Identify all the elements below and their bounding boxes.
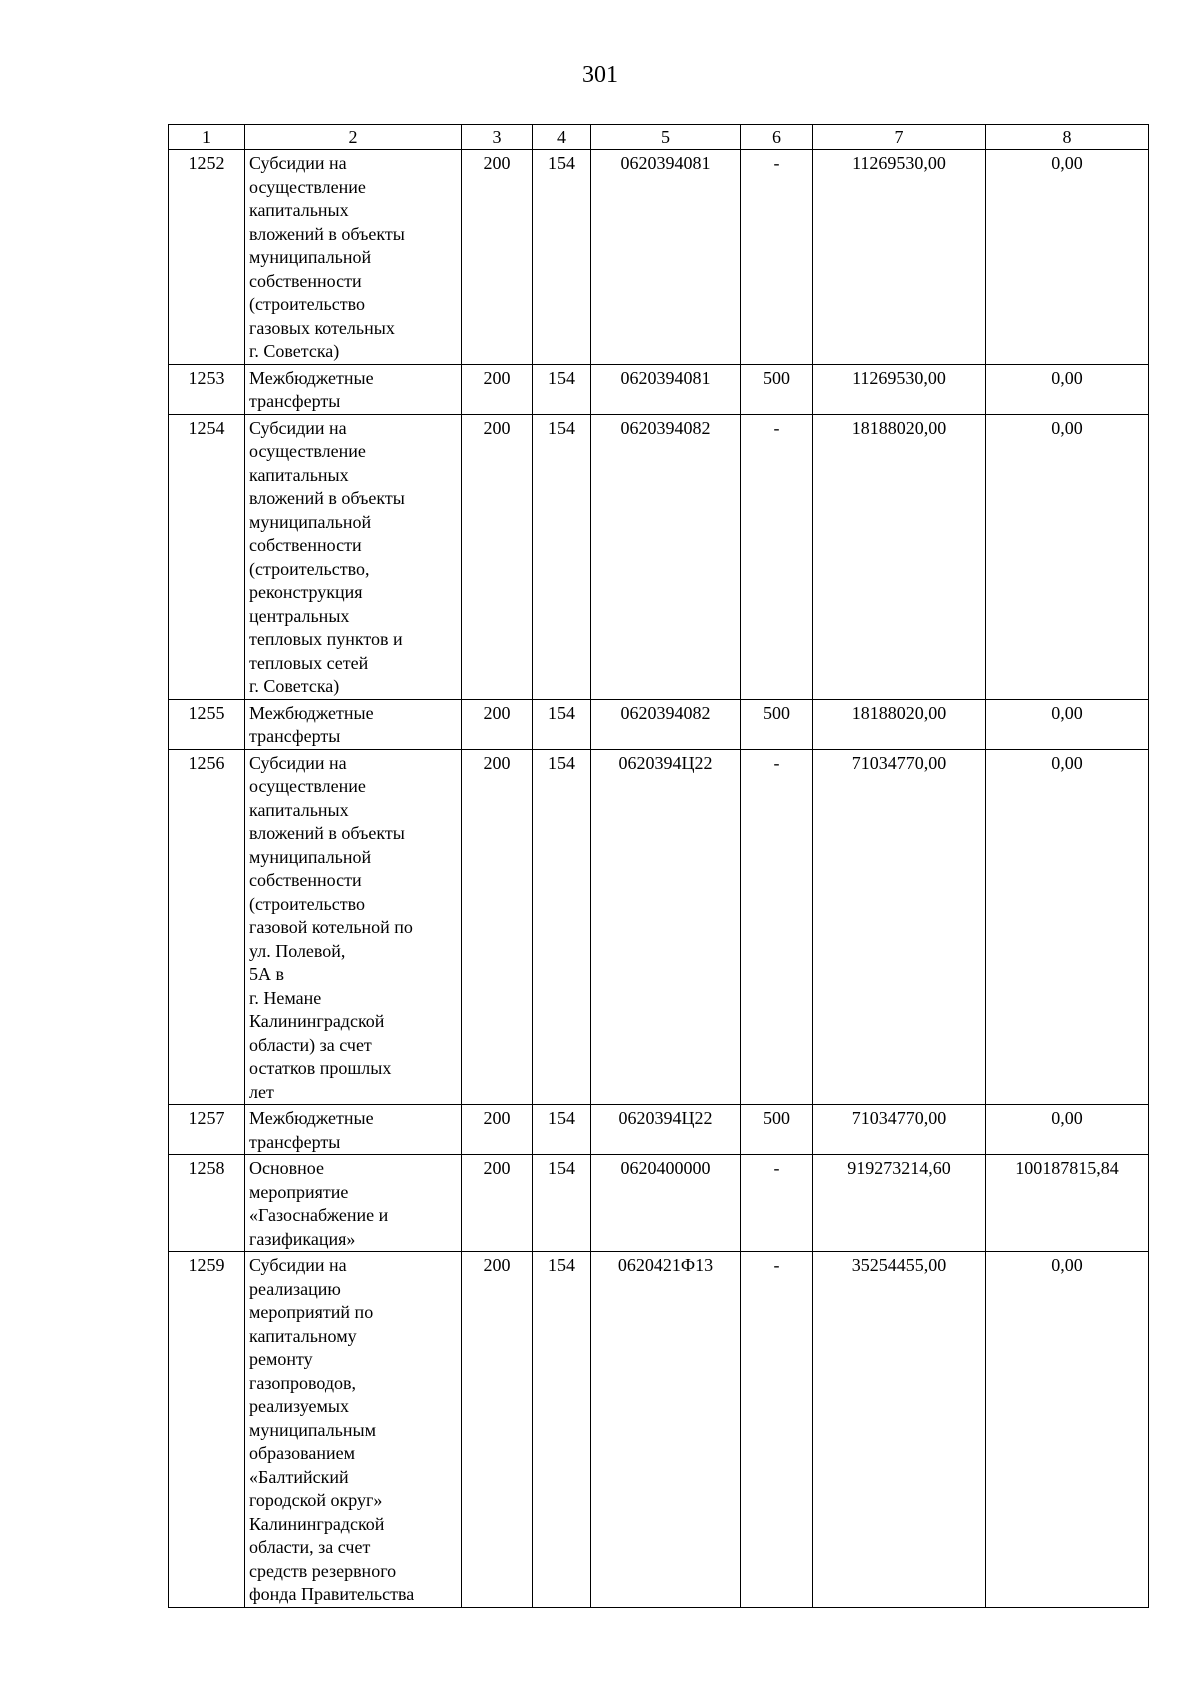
col6-cell: 500 bbox=[741, 1105, 813, 1155]
col6-cell: - bbox=[741, 1155, 813, 1252]
row-name-line: газопроводов, bbox=[249, 1372, 357, 1393]
row-name-line: капитальных bbox=[249, 464, 349, 485]
row-name-line: Калининградской bbox=[249, 1011, 385, 1031]
col6-cell: - bbox=[741, 414, 813, 699]
col8-cell: 0,00 bbox=[986, 699, 1149, 749]
row-name-line: мероприятий по bbox=[249, 1302, 374, 1322]
col4-cell: 154 bbox=[533, 749, 591, 1105]
header-cell: 6 bbox=[741, 125, 813, 150]
header-cell: 4 bbox=[533, 125, 591, 150]
row-name-line: осуществление bbox=[249, 776, 366, 796]
col4-cell: 154 bbox=[533, 414, 591, 699]
col3-cell: 200 bbox=[462, 699, 533, 749]
row-name-line: образованием bbox=[249, 1443, 356, 1463]
col4-cell: 154 bbox=[533, 364, 591, 414]
header-row bbox=[169, 125, 1149, 150]
col3-cell: 200 bbox=[462, 414, 533, 699]
col7-cell: 11269530,00 bbox=[813, 364, 986, 414]
row-name-line: г. Немане bbox=[249, 987, 322, 1008]
row-number-cell: 1256 bbox=[169, 749, 245, 1105]
row-name-line: (строительство bbox=[249, 294, 365, 314]
row-name-line: осуществление bbox=[249, 441, 366, 461]
row-name-line: ул. Полевой, bbox=[249, 940, 346, 961]
row-number-cell: 1253 bbox=[169, 364, 245, 414]
col5-cell: 0620394082 bbox=[591, 414, 741, 699]
col4-cell: 154 bbox=[533, 150, 591, 365]
row-name-line: газовой котельной по bbox=[249, 917, 413, 937]
col3-cell: 200 bbox=[462, 1155, 533, 1252]
row-name-line: лет bbox=[249, 1081, 274, 1102]
row-name-line: Субсидии на bbox=[249, 752, 347, 773]
col8-cell: 100187815,84 bbox=[986, 1155, 1149, 1252]
col3-cell: 200 bbox=[462, 364, 533, 414]
row-name-line: Субсидии на bbox=[249, 153, 347, 173]
row-name-cell bbox=[245, 749, 462, 1105]
table-row bbox=[169, 414, 1149, 699]
row-name-line: Калининградской bbox=[249, 1513, 385, 1534]
row-name-cell bbox=[245, 414, 462, 699]
row-name-cell bbox=[245, 1252, 462, 1608]
row-name-line: трансферты bbox=[249, 726, 341, 746]
row-number-cell: 1254 bbox=[169, 414, 245, 699]
row-name-cell bbox=[245, 699, 462, 749]
row-name-line: центральных bbox=[249, 605, 350, 626]
col4-cell: 154 bbox=[533, 1252, 591, 1608]
row-name-line: средств резервного bbox=[249, 1560, 397, 1581]
row-name-line: Межбюджетные bbox=[249, 1108, 374, 1128]
col6-cell: - bbox=[741, 150, 813, 365]
row-name-line: «Газоснабжение и bbox=[249, 1205, 389, 1225]
row-name-line: вложений в объекты bbox=[249, 223, 405, 244]
row-number-cell: 1258 bbox=[169, 1155, 245, 1252]
budget-table bbox=[168, 124, 1149, 1608]
row-name-line: (строительство, bbox=[249, 558, 370, 579]
row-name-line: 5А в bbox=[249, 964, 284, 984]
col6-cell: 500 bbox=[741, 364, 813, 414]
row-name-line: области, за счет bbox=[249, 1537, 371, 1557]
row-name-line: осуществление bbox=[249, 176, 366, 197]
col3-cell: 200 bbox=[462, 1105, 533, 1155]
header-cell: 5 bbox=[591, 125, 741, 150]
header-cell: 8 bbox=[986, 125, 1149, 150]
header-cell: 1 bbox=[169, 125, 245, 150]
header-cell: 7 bbox=[813, 125, 986, 150]
row-name-line: собственности bbox=[249, 535, 362, 555]
col7-cell: 11269530,00 bbox=[813, 150, 986, 365]
row-name-line: капитальному bbox=[249, 1325, 357, 1346]
table-row bbox=[169, 1105, 1149, 1155]
row-name-line: городской округ» bbox=[249, 1490, 383, 1510]
row-name-line: области) за счет bbox=[249, 1034, 372, 1055]
row-name-line: «Балтийский bbox=[249, 1466, 349, 1487]
row-name-line: фонда Правительства bbox=[249, 1584, 415, 1604]
col7-cell: 18188020,00 bbox=[813, 699, 986, 749]
col7-cell: 35254455,00 bbox=[813, 1252, 986, 1608]
col6-cell: - bbox=[741, 1252, 813, 1608]
row-name-line: г. Советска) bbox=[249, 341, 340, 361]
table-row bbox=[169, 364, 1149, 414]
row-name-line: ремонту bbox=[249, 1349, 313, 1369]
row-name-line: собственности bbox=[249, 270, 362, 291]
row-name-line: трансферты bbox=[249, 391, 341, 411]
col8-cell: 0,00 bbox=[986, 414, 1149, 699]
col8-cell: 0,00 bbox=[986, 1252, 1149, 1608]
header-cell: 2 bbox=[245, 125, 462, 150]
row-name-line: реализацию bbox=[249, 1278, 341, 1299]
col5-cell: 0620394081 bbox=[591, 364, 741, 414]
row-number-cell: 1259 bbox=[169, 1252, 245, 1608]
table-row bbox=[169, 150, 1149, 365]
table-row bbox=[169, 1155, 1149, 1252]
table-row bbox=[169, 1252, 1149, 1608]
row-name-line: Межбюджетные bbox=[249, 367, 374, 388]
col3-cell: 200 bbox=[462, 749, 533, 1105]
col7-cell: 18188020,00 bbox=[813, 414, 986, 699]
row-name-cell bbox=[245, 1155, 462, 1252]
row-name-line: газовых котельных bbox=[249, 317, 395, 338]
row-name-line: (строительство bbox=[249, 893, 365, 914]
col7-cell: 71034770,00 bbox=[813, 1105, 986, 1155]
row-name-line: г. Советска) bbox=[249, 676, 340, 696]
row-name-line: муниципальной bbox=[249, 247, 372, 267]
col5-cell: 0620400000 bbox=[591, 1155, 741, 1252]
col7-cell: 919273214,60 bbox=[813, 1155, 986, 1252]
col5-cell: 0620394Ц22 bbox=[591, 749, 741, 1105]
header-cell: 3 bbox=[462, 125, 533, 150]
col8-cell: 0,00 bbox=[986, 749, 1149, 1105]
col8-cell: 0,00 bbox=[986, 364, 1149, 414]
row-name-line: Субсидии на bbox=[249, 1255, 347, 1275]
row-name-line: муниципальным bbox=[249, 1419, 377, 1440]
col6-cell: - bbox=[741, 749, 813, 1105]
row-name-line: остатков прошлых bbox=[249, 1058, 392, 1078]
row-name-line: газификация» bbox=[249, 1228, 356, 1249]
row-name-cell bbox=[245, 364, 462, 414]
page-number: 301 bbox=[582, 62, 618, 88]
row-number-cell: 1255 bbox=[169, 699, 245, 749]
row-name-line: мероприятие bbox=[249, 1181, 349, 1202]
col3-cell: 200 bbox=[462, 1252, 533, 1608]
col5-cell: 0620421Ф13 bbox=[591, 1252, 741, 1608]
row-name-line: Основное bbox=[249, 1158, 324, 1178]
col3-cell: 200 bbox=[462, 150, 533, 365]
col5-cell: 0620394Ц22 bbox=[591, 1105, 741, 1155]
row-name-line: муниципальной bbox=[249, 846, 372, 867]
row-name-line: собственности bbox=[249, 870, 362, 890]
row-name-line: капитальных bbox=[249, 200, 349, 220]
col7-cell: 71034770,00 bbox=[813, 749, 986, 1105]
row-name-line: тепловых пунктов и bbox=[249, 629, 403, 649]
table-row bbox=[169, 749, 1149, 1105]
col8-cell: 0,00 bbox=[986, 1105, 1149, 1155]
row-name-cell bbox=[245, 1105, 462, 1155]
row-name-line: реализуемых bbox=[249, 1396, 349, 1416]
col5-cell: 0620394081 bbox=[591, 150, 741, 365]
row-name-line: капитальных bbox=[249, 799, 349, 820]
row-name-line: вложений в объекты bbox=[249, 488, 405, 508]
row-number-cell: 1257 bbox=[169, 1105, 245, 1155]
row-name-cell bbox=[245, 150, 462, 365]
table-row bbox=[169, 699, 1149, 749]
row-name-line: тепловых сетей bbox=[249, 652, 369, 673]
col5-cell: 0620394082 bbox=[591, 699, 741, 749]
col6-cell: 500 bbox=[741, 699, 813, 749]
row-name-line: вложений в объекты bbox=[249, 823, 405, 843]
row-name-line: Субсидии на bbox=[249, 417, 347, 438]
col4-cell: 154 bbox=[533, 699, 591, 749]
row-name-line: трансферты bbox=[249, 1131, 341, 1152]
table-body bbox=[169, 150, 1149, 1608]
row-name-line: Межбюджетные bbox=[249, 702, 374, 723]
row-name-line: реконструкция bbox=[249, 582, 363, 602]
col8-cell: 0,00 bbox=[986, 150, 1149, 365]
row-number-cell: 1252 bbox=[169, 150, 245, 365]
row-name-line: муниципальной bbox=[249, 511, 372, 532]
col4-cell: 154 bbox=[533, 1105, 591, 1155]
col4-cell: 154 bbox=[533, 1155, 591, 1252]
